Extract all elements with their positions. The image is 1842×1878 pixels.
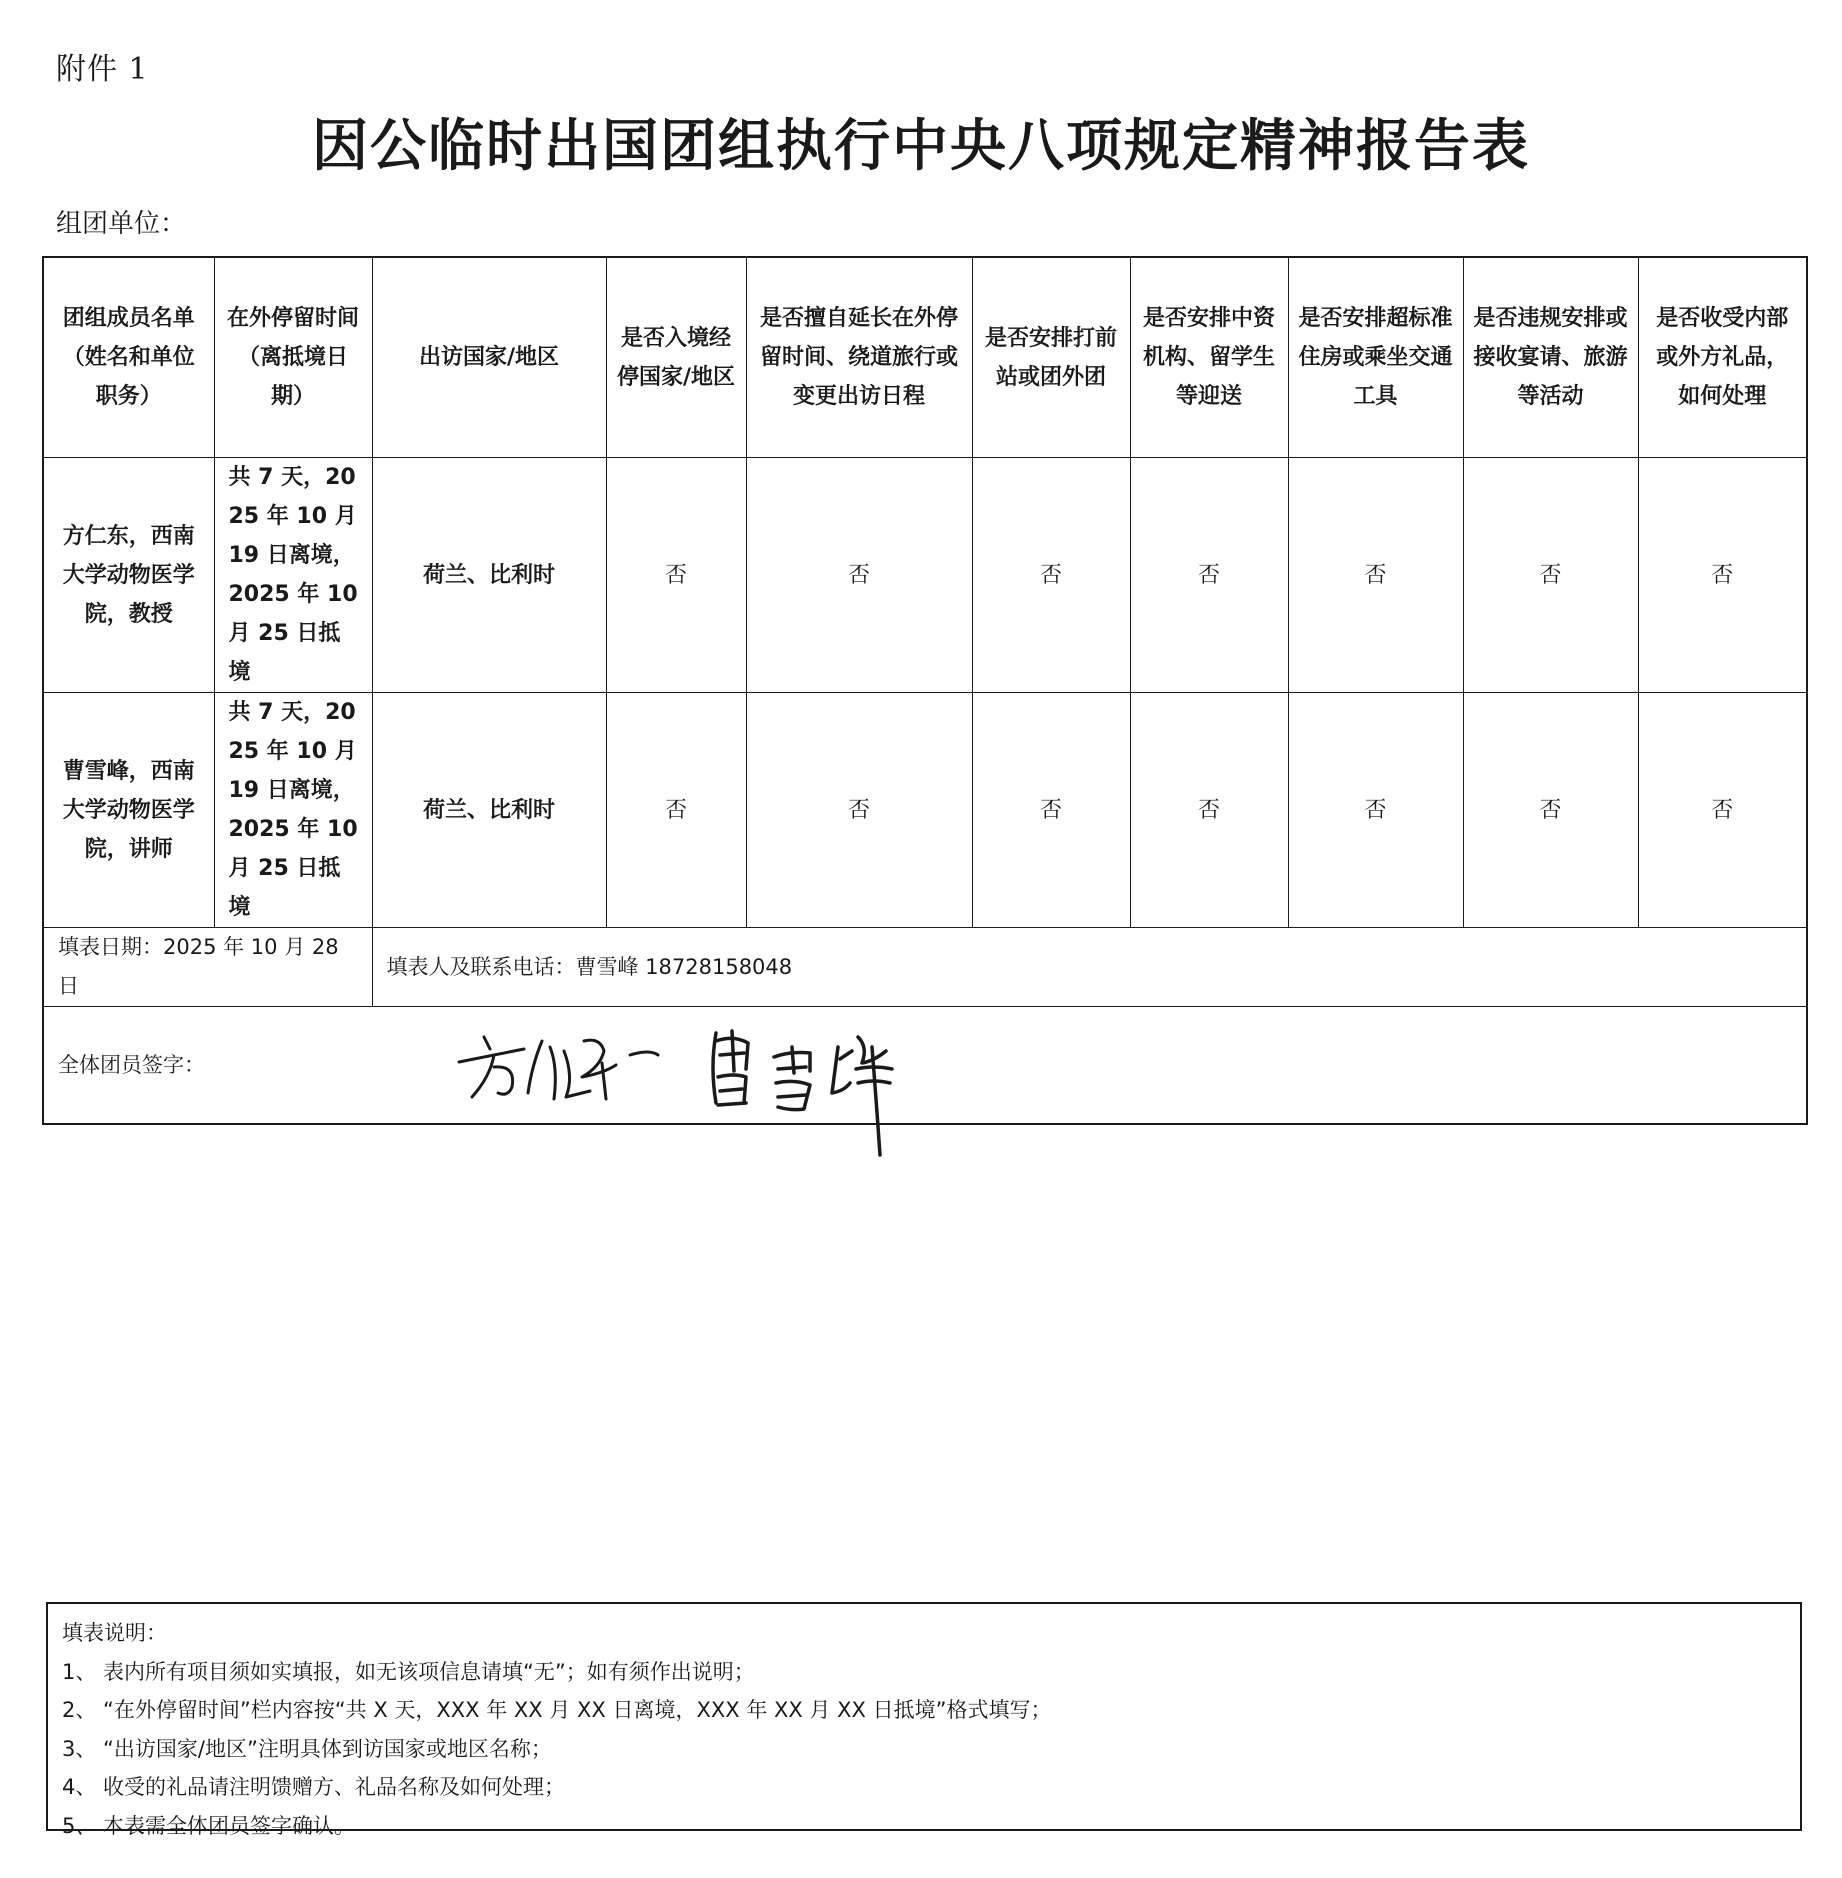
answer-cell: 否 [606, 458, 746, 693]
answer-cell: 否 [1638, 693, 1807, 928]
answer-cell: 否 [1463, 693, 1638, 928]
column-header: 团组成员名单（姓名和单位职务） [43, 257, 214, 458]
column-header: 是否入境经停国家/地区 [606, 257, 746, 458]
handwritten-signatures [454, 1007, 974, 1157]
column-header: 是否收受内部或外方礼品，如何处理 [1638, 257, 1807, 458]
destination-cell: 荷兰、比利时 [372, 693, 606, 928]
signature-cao-xuefeng [713, 1031, 892, 1155]
member-cell: 曹雪峰，西南大学动物医学院，讲师 [43, 693, 214, 928]
notes-title: 填表说明： [62, 1621, 167, 1645]
signature-area [454, 1007, 974, 1123]
answer-cell: 否 [1638, 458, 1807, 693]
column-header: 是否擅自延长在外停留时间、绕道旅行或变更出访日程 [746, 257, 972, 458]
table-row [43, 693, 1807, 928]
answer-cell: 否 [606, 693, 746, 928]
column-header: 是否安排中资机构、留学生等迎送 [1130, 257, 1288, 458]
duration-cell: 共 7 天，2025 年 10 月 19 日离境，2025 年 10 月 25 日抵境 [214, 693, 372, 928]
notes-box [46, 1602, 1802, 1838]
column-header: 是否安排打前站或团外团 [972, 257, 1130, 458]
answer-cell: 否 [1288, 458, 1463, 693]
notes-item: 1、 表内所有项目须如实填报，如无该项信息请填“无”；如有须作出说明； [62, 1659, 755, 1684]
notes-item: 2、 “在外停留时间”栏内容按“共 X 天，XXX 年 XX 月 XX 日离境，XXX 年 XX 月 XX 日抵境”格式填写； [62, 1698, 1052, 1722]
duration-cell: 共 7 天，2025 年 10 月 19 日离境，2025 年 10 月 25 日抵境 [214, 458, 372, 693]
destination-cell: 荷兰、比利时 [372, 458, 606, 693]
column-header: 出访国家/地区 [372, 257, 606, 458]
answer-cell: 否 [1130, 693, 1288, 928]
fill-info-row [43, 928, 1807, 1007]
answer-cell: 否 [1130, 458, 1288, 693]
attachment-label: 附件 1 [56, 52, 149, 87]
answer-cell: 否 [1463, 458, 1638, 693]
member-cell: 方仁东，西南大学动物医学院，教授 [43, 458, 214, 693]
answer-cell: 否 [746, 458, 972, 693]
column-header: 在外停留时间（离抵境日期） [214, 257, 372, 458]
filler-contact: 填表人及联系电话：曹雪峰 18728158048 [372, 928, 1807, 1007]
signature-cell [43, 1007, 1807, 1125]
signature-row [43, 1007, 1807, 1125]
notes-item: 3、 “出访国家/地区”注明具体到访国家或地区名称； [62, 1736, 552, 1761]
table-row [43, 458, 1807, 693]
notes-item: 5、 本表需全体团员签字确认。 [62, 1813, 356, 1838]
signature-label: 全体团员签字： [58, 1052, 205, 1077]
answer-cell: 否 [972, 693, 1130, 928]
signature-fang-rendong [459, 1037, 658, 1099]
answer-cell: 否 [746, 693, 972, 928]
answer-cell: 否 [1288, 693, 1463, 928]
table-header-row [43, 257, 1807, 458]
notes-item: 4、 收受的礼品请注明馈赠方、礼品名称及如何处理； [62, 1775, 566, 1799]
column-header: 是否违规安排或接收宴请、旅游等活动 [1463, 257, 1638, 458]
fill-date: 填表日期：2025 年 10 月 28 日 [43, 928, 372, 1007]
form-title: 因公临时出国团组执行中央八项规定精神报告表 [312, 113, 1530, 179]
report-table [42, 256, 1808, 1125]
column-header: 是否安排超标准住房或乘坐交通工具 [1288, 257, 1463, 458]
answer-cell: 否 [972, 458, 1130, 693]
org-unit-label: 组团单位： [56, 209, 187, 239]
